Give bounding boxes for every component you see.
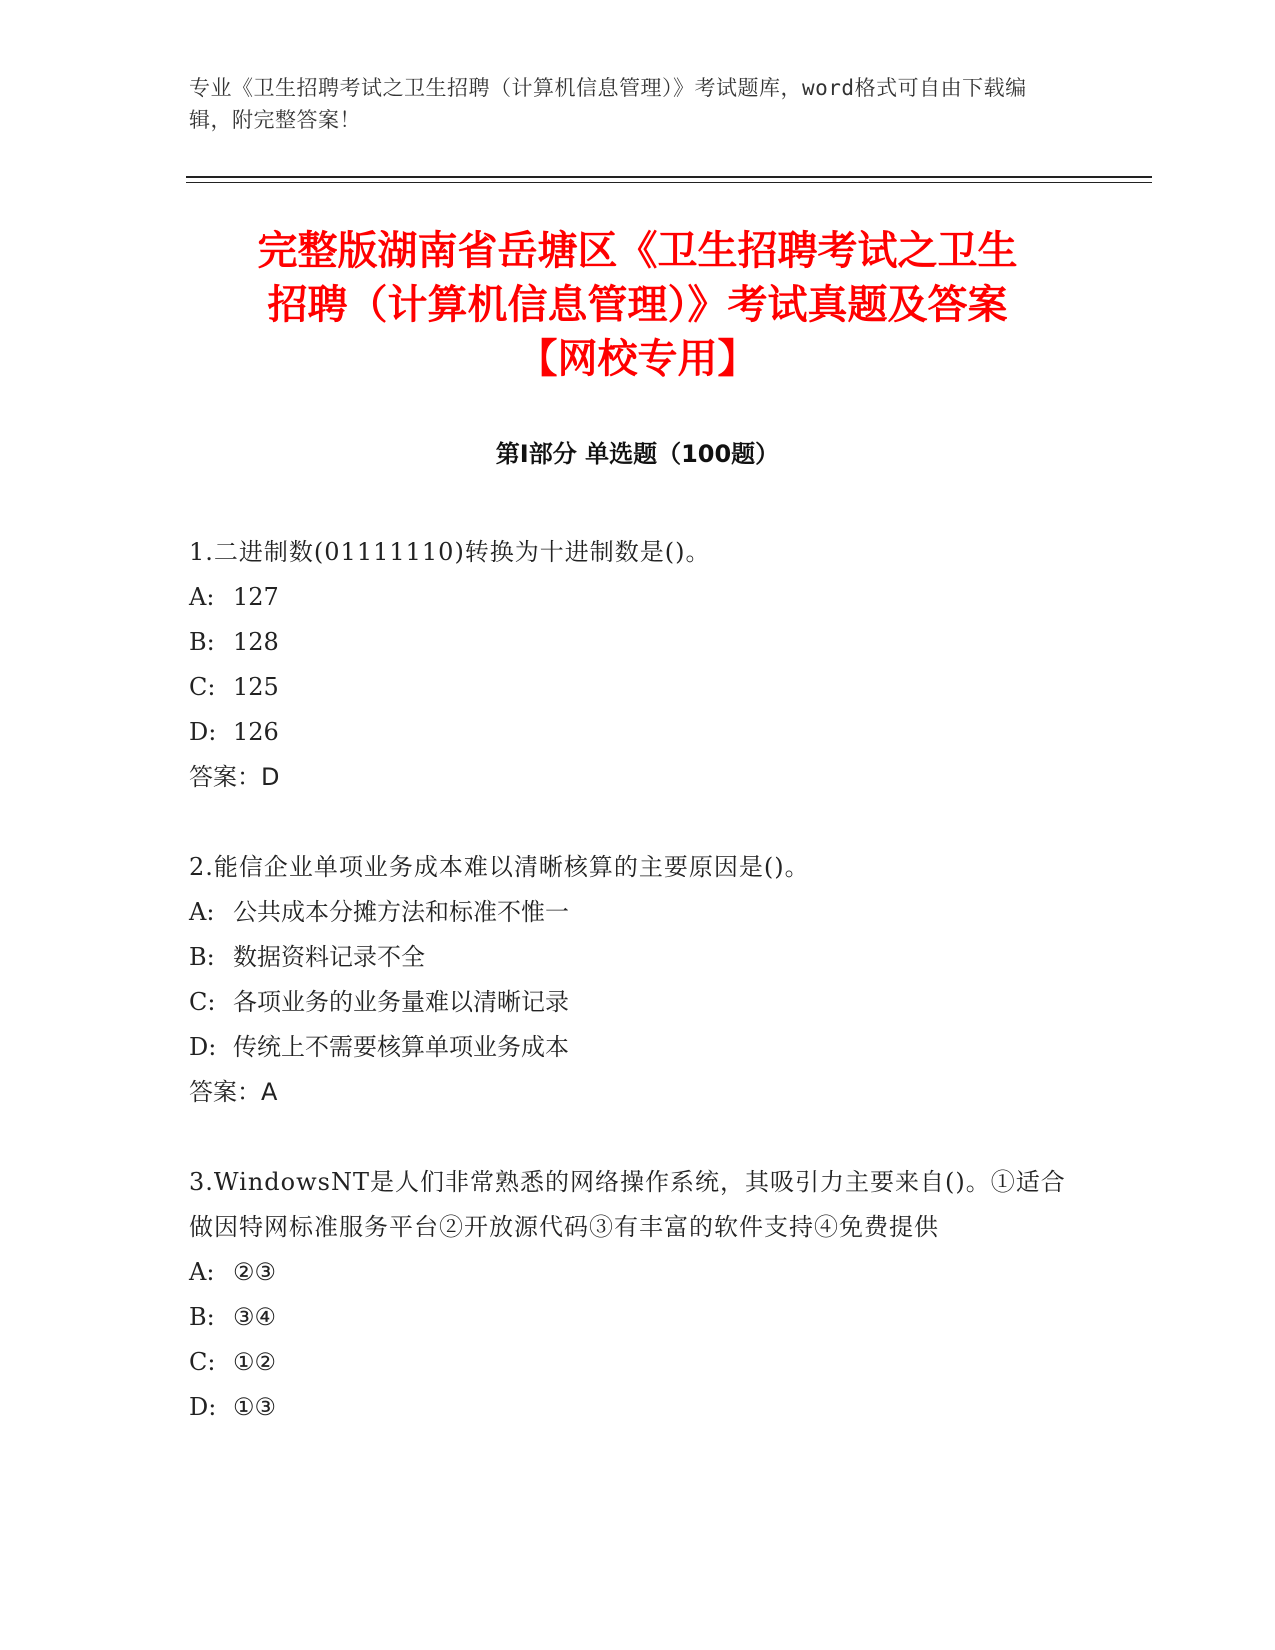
option-a bbox=[189, 1250, 1069, 1295]
question-number: 2 . bbox=[189, 853, 214, 881]
option-text: 传统上不需要核算单项业务成本 bbox=[233, 1033, 569, 1061]
question-text: WindowsNT是人们非常熟悉的网络操作系统，其吸引力主要来自()。①适合做因特网标准服务平台②开放源代码③有丰富的软件支持④免费提供 bbox=[189, 1168, 1066, 1241]
question-item bbox=[189, 845, 1069, 1115]
option-key: D : bbox=[189, 710, 233, 755]
option-key: A : bbox=[189, 575, 233, 620]
question-stem bbox=[189, 845, 1069, 890]
question-stem bbox=[189, 530, 1069, 575]
option-key: C : bbox=[189, 1340, 233, 1385]
option-key: C : bbox=[189, 980, 233, 1025]
option-text: 127 bbox=[233, 583, 279, 611]
question-number: 1 . bbox=[189, 538, 214, 566]
document-title-line: 完整版湖南省岳塘区《卫生招聘考试之卫生 bbox=[257, 228, 1018, 274]
option-text: 126 bbox=[233, 718, 279, 746]
document-title bbox=[150, 224, 1125, 386]
option-a bbox=[189, 890, 1069, 935]
option-key: B : bbox=[189, 1295, 233, 1340]
option-key: A : bbox=[189, 890, 233, 935]
answer-label: 答案： bbox=[189, 763, 261, 791]
option-b bbox=[189, 620, 1069, 665]
answer-value: A bbox=[261, 1078, 278, 1106]
header-rule-thin bbox=[186, 182, 1152, 183]
option-text: ①③ bbox=[233, 1393, 277, 1421]
question-number: 3 . bbox=[189, 1168, 214, 1196]
section-title: 第Ⅰ部分 单选题（100题） bbox=[495, 440, 780, 468]
option-d bbox=[189, 1025, 1069, 1070]
option-c bbox=[189, 980, 1069, 1025]
option-text: 各项业务的业务量难以清晰记录 bbox=[233, 988, 569, 1016]
answer-line bbox=[189, 755, 1069, 800]
option-text: 125 bbox=[233, 673, 279, 701]
option-b bbox=[189, 935, 1069, 980]
option-d bbox=[189, 710, 1069, 755]
document-title-line: 招聘（计算机信息管理）》考试真题及答案 bbox=[267, 282, 1008, 328]
question-text: 能信企业单项业务成本难以清晰核算的主要原因是()。 bbox=[213, 853, 810, 881]
option-key: D : bbox=[189, 1385, 233, 1430]
option-c bbox=[189, 665, 1069, 710]
option-text: 数据资料记录不全 bbox=[233, 943, 425, 971]
answer-line bbox=[189, 1070, 1069, 1115]
option-b bbox=[189, 1295, 1069, 1340]
option-key: B : bbox=[189, 620, 233, 665]
question-list bbox=[189, 530, 1069, 1475]
option-key: D : bbox=[189, 1025, 233, 1070]
question-text: 二进制数(01111110)转换为十进制数是()。 bbox=[213, 538, 711, 566]
option-d bbox=[189, 1385, 1069, 1430]
option-key: A : bbox=[189, 1250, 233, 1295]
answer-label: 答案： bbox=[189, 1078, 261, 1106]
option-text: 128 bbox=[233, 628, 279, 656]
question-stem bbox=[189, 1160, 1069, 1250]
question-item bbox=[189, 1160, 1069, 1430]
option-text: ③④ bbox=[233, 1303, 277, 1331]
option-key: B : bbox=[189, 935, 233, 980]
option-text: ①② bbox=[233, 1348, 277, 1376]
header-rule-thick bbox=[186, 176, 1152, 178]
option-text: ②③ bbox=[233, 1258, 277, 1286]
option-a bbox=[189, 575, 1069, 620]
answer-value: D bbox=[261, 763, 280, 791]
option-c bbox=[189, 1340, 1069, 1385]
option-text: 公共成本分摊方法和标准不惟一 bbox=[233, 898, 569, 926]
document-header-note: 专业《卫生招聘考试之卫生招聘（计算机信息管理）》考试题库，word格式可自由下载编辑，附完整答案！ bbox=[189, 76, 1027, 132]
option-key: C : bbox=[189, 665, 233, 710]
question-item bbox=[189, 530, 1069, 800]
document-title-line: 【网校专用】 bbox=[517, 336, 758, 382]
